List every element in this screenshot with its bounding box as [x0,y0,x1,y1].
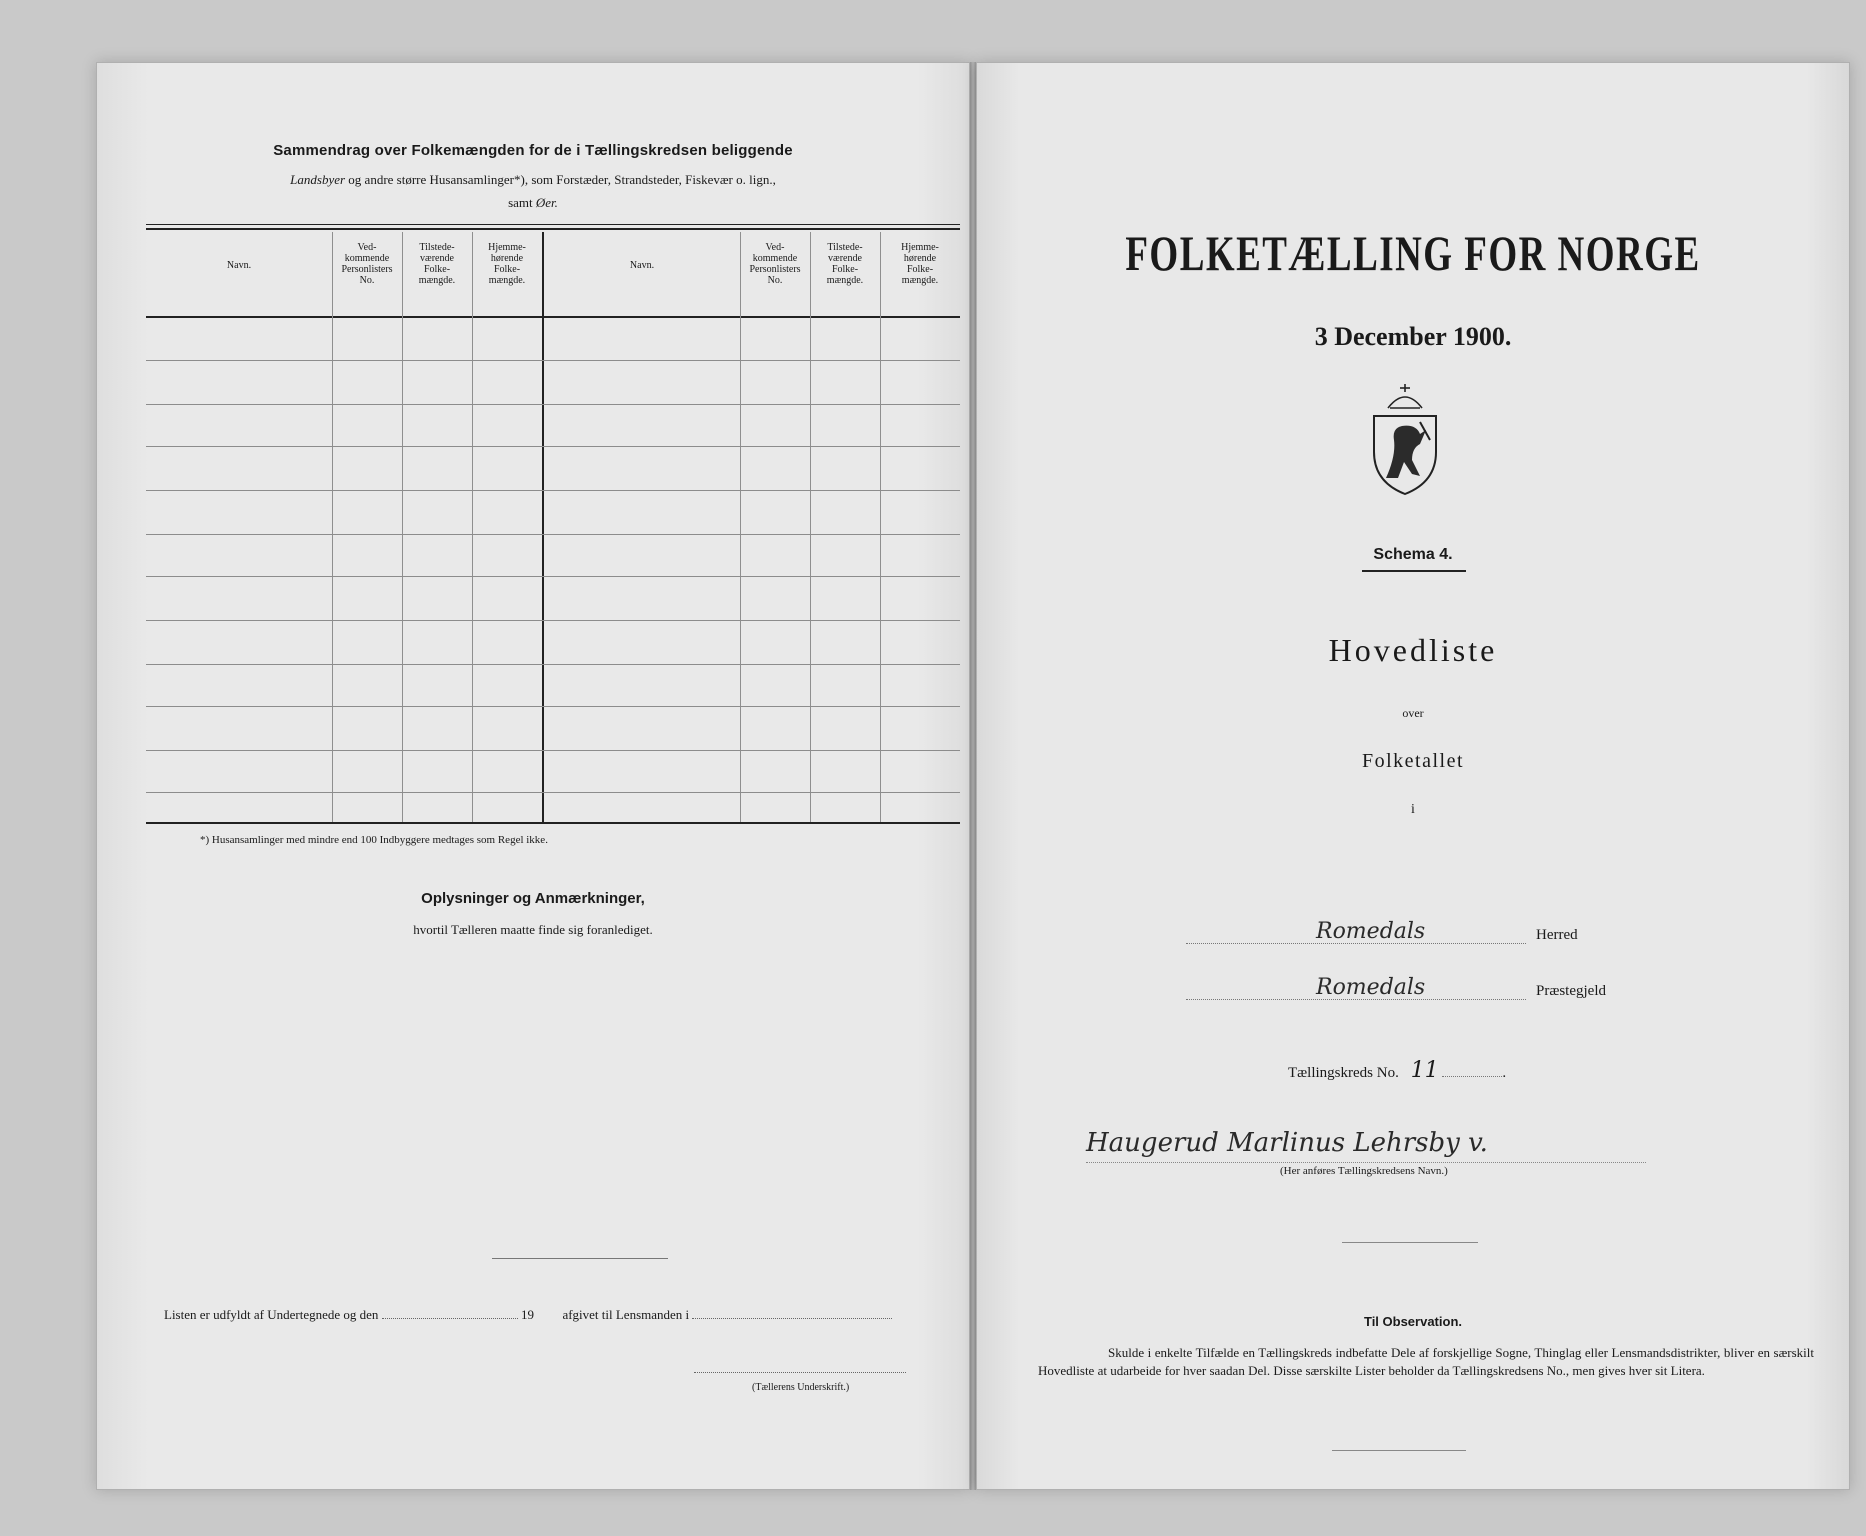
summary-subtitle: Landsbyer og andre større Husansamlinger*), som Forstæder, Strandsteder, Fiskevær o. lign., [290,172,776,187]
col-navn-left: Navn. [226,260,252,271]
remarks-title: Oplysninger og Anmærkninger, [421,890,645,907]
col-navn-right: Navn. [629,260,655,271]
col-tilstede-left: Tilstede- værende Folke- mængde. [418,242,456,286]
kreds-name-caption: (Her anføres Tællingskredsens Navn.) [1280,1165,1448,1177]
kreds-name-handwritten: Haugerud Marlinus Lehrsby v. [1086,1128,1488,1158]
herred-handwritten: Romedals [1316,919,1426,944]
coat-of-arms-icon [1360,378,1450,498]
summary-subtitle-line2: samt Øer. [508,195,558,210]
listen-line: Listen er udfyldt af Undertegnede og den 19 afgivet til Lensmanden i [164,1307,892,1323]
observation-title: Til Observation. [1363,1314,1462,1329]
col-vedkommende-left: Ved- kommende Personlisters No. [341,242,393,286]
left-page [96,62,970,1490]
footnote: *) Husansamlinger med mindre end 100 Indbyggere medtages som Regel ikke. [200,834,548,846]
herred-label: Herred [1536,927,1578,943]
over-text: over [1402,706,1424,720]
col-vedkommende-right: Ved- kommende Personlisters No. [749,242,801,286]
census-date: 3 December 1900. [1314,322,1512,351]
summary-title: Sammendrag over Folkemængden for de i Tællingskredsen beliggende [273,142,793,159]
herred-field [1186,920,1746,950]
divider [492,1258,668,1259]
signature-caption: (Tællerens Underskrift.) [752,1382,850,1393]
observation-text: Skulde i enkelte Tilfælde en Tællingskreds indbefatte Dele af forskjellige Sogne, Thinglag eller Lensmandsdistrikter, bliver en særskilt Hovedliste at udarbeide for hver saadan Del. Disse særskilte Lister beholder da Tællingskredsens No., men gives hver sit Litera. [1038,1345,1814,1378]
remarks-subtitle: hvortil Tælleren maatte finde sig foranlediget. [413,922,653,937]
praestegjeld-handwritten: Romedals [1316,975,1426,1000]
kreds-number: 11 [1410,1058,1439,1083]
kreds-field: Tællingskreds No. 11 . [1288,1058,1507,1083]
col-tilstede-right: Tilstede- værende Folke- mængde. [826,242,864,286]
kreds-name-line [1086,1162,1646,1163]
divider [1342,1242,1478,1243]
kreds-label: Tællingskreds No. [1288,1065,1399,1081]
schema-number: Schema 4. [1373,546,1453,563]
schema-underline [1362,570,1466,572]
col-hjemme-left: Hjemme- hørende Folke- mængde. [488,242,526,286]
praestegjeld-field [1186,976,1746,1006]
i-text: i [1411,802,1415,817]
praestegjeld-label: Præstegjeld [1536,983,1606,999]
col-hjemme-right: Hjemme- hørende Folke- mængde. [901,242,939,286]
signature-line [694,1372,906,1373]
hovedliste-title: Hovedliste [1328,632,1498,668]
folketallet-text: Folketallet [1361,750,1465,772]
main-title: FOLKETÆLLING FOR NORGE [1125,225,1701,281]
divider [1332,1450,1466,1451]
right-page [976,62,1850,1490]
